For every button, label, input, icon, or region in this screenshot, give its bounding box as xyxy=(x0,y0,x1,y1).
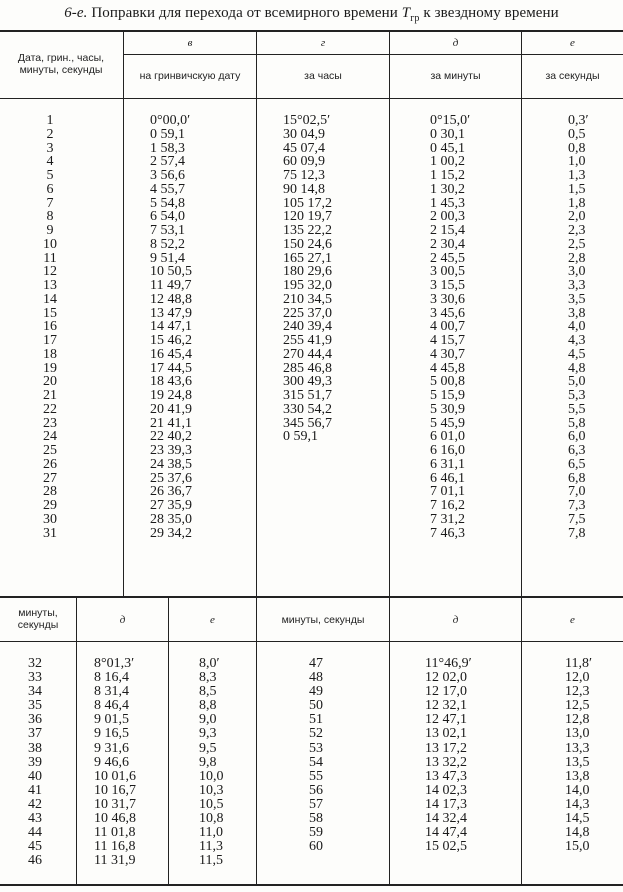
table2-right-min-cell: 52 xyxy=(309,726,323,742)
table1-e-cell: 2,8 xyxy=(568,250,586,266)
table2-left-d-cell: 9 01,5 xyxy=(94,712,129,728)
table1-date-cell: 7 xyxy=(46,195,54,211)
table2-right-d-cell: 13 47,3 xyxy=(425,768,467,784)
table2-right-min-cell: 49 xyxy=(309,684,323,700)
table1-e-cell: 6,0 xyxy=(568,429,586,445)
table1-date-cell: 12 xyxy=(43,264,57,280)
header-letter-g: г xyxy=(320,37,326,49)
table2-vline-3 xyxy=(256,597,257,884)
header-letter-e: е xyxy=(570,37,575,49)
table2-left-min-cell: 37 xyxy=(28,726,42,742)
table1-v-cell: 26 36,7 xyxy=(150,484,192,500)
table2-right-min-cell: 53 xyxy=(309,740,323,756)
table1-header-rule xyxy=(0,98,623,99)
table2-left-e-cell: 11,3 xyxy=(199,839,223,855)
table2-left-d-cell: 8°01,3′ xyxy=(94,656,135,671)
column-right-d xyxy=(425,657,520,854)
table1-d-cell: 1 45,3 xyxy=(430,195,465,211)
table1-date-cell: 31 xyxy=(43,525,57,541)
header-e-right: е xyxy=(570,614,575,626)
table1-date-cell: 2 xyxy=(46,126,54,142)
table1-v-cell: 0 59,1 xyxy=(150,126,185,142)
table1-d-cell: 1 30,2 xyxy=(430,181,465,197)
table1-g-cell: 240 39,4 xyxy=(283,319,332,335)
title-symbol: $T_{гр}$ xyxy=(401,5,420,24)
table2-right-min-cell: 60 xyxy=(309,839,323,855)
table1-g-cell: 60 09,9 xyxy=(283,154,325,170)
table1-g-cell: 165 27,1 xyxy=(283,250,332,266)
table1-v-cell: 19 24,8 xyxy=(150,388,192,403)
table2-left-min-cell: 36 xyxy=(28,712,42,728)
table1-g-cell: 225 37,0 xyxy=(283,305,332,321)
table1-g-cell: 150 24,6 xyxy=(283,236,332,252)
table1-e-cell: 5,3 xyxy=(568,388,586,403)
table1-e-cell: 2,3 xyxy=(568,223,586,238)
table2-header-rule xyxy=(0,641,623,642)
table2-right-e-cell: 12,8 xyxy=(565,712,590,728)
table2-right-e-cell: 14,0 xyxy=(565,782,590,798)
table1-g-cell: 135 22,2 xyxy=(283,223,332,238)
table1-d-cell: 1 15,2 xyxy=(430,168,465,183)
table1-e-cell: 1,3 xyxy=(568,168,586,183)
table1-g-cell: 0 59,1 xyxy=(283,429,318,445)
table1-g-cell: 345 56,7 xyxy=(283,415,332,431)
header-letter-v: в xyxy=(187,37,193,49)
header-min-sec-left: минуты, секунды xyxy=(17,607,59,631)
table1-v-cell: 16 45,4 xyxy=(150,346,192,362)
table1-date-cell: 20 xyxy=(43,374,57,390)
table1-v-cell: 23 39,3 xyxy=(150,443,192,458)
table1-v-cell: 12 48,8 xyxy=(150,291,192,307)
table2-left-e-cell: 9,8 xyxy=(199,754,217,770)
table1-d-cell: 6 46,1 xyxy=(430,470,465,486)
table2-left-d-cell: 8 46,4 xyxy=(94,698,129,714)
table2-left-min-cell: 35 xyxy=(28,698,42,714)
table2-vline-2 xyxy=(168,597,169,884)
table2-right-min-cell: 58 xyxy=(309,811,323,827)
table1-e-cell: 2,5 xyxy=(568,236,586,252)
table1-e-cell: 5,5 xyxy=(568,401,586,417)
table2-right-d-cell: 12 17,0 xyxy=(425,684,467,700)
table1-g-cell: 315 51,7 xyxy=(283,388,332,403)
column-left-minutes xyxy=(15,657,55,868)
table1-date-cell: 23 xyxy=(43,415,57,431)
table2-right-d-cell: 15 02,5 xyxy=(425,839,467,855)
table2-right-e-cell: 13,5 xyxy=(565,754,590,770)
table1-e-cell: 0,8 xyxy=(568,140,586,156)
table2-right-d-cell: 14 02,3 xyxy=(425,782,467,798)
table1-e-cell: 7,0 xyxy=(568,484,586,500)
table2-left-e-cell: 8,5 xyxy=(199,684,217,700)
header-date: Дата, грин., часы, минуты, секунды xyxy=(17,52,105,76)
table1-d-cell: 3 15,5 xyxy=(430,278,465,293)
table1-e-cell: 3,8 xyxy=(568,305,586,321)
table1-e-cell: 7,8 xyxy=(568,525,586,541)
table2-left-d-cell: 11 31,9 xyxy=(94,853,136,869)
table2-left-e-cell: 8,0′ xyxy=(199,656,220,671)
table2-right-d-cell: 14 47,4 xyxy=(425,825,467,841)
table1-date-cell: 14 xyxy=(43,291,57,307)
table2-right-e-cell: 12,3 xyxy=(565,684,590,700)
table1-date-cell: 13 xyxy=(43,278,57,293)
table2-left-min-cell: 32 xyxy=(28,656,42,671)
table1-top-rule xyxy=(0,30,623,32)
header-sub-d: за минуты xyxy=(430,70,481,82)
table2-left-e-cell: 10,0 xyxy=(199,768,224,784)
table1-d-cell: 3 30,6 xyxy=(430,291,465,307)
table1-date-cell: 19 xyxy=(43,360,57,376)
table1-date-cell: 29 xyxy=(43,498,57,513)
table1-v-cell: 6 54,0 xyxy=(150,209,185,225)
table1-date-cell: 21 xyxy=(43,388,57,403)
table2-right-min-cell: 54 xyxy=(309,754,323,770)
table1-d-cell: 1 00,2 xyxy=(430,154,465,170)
table1-v-cell: 4 55,7 xyxy=(150,181,185,197)
table2-right-min-cell: 59 xyxy=(309,825,323,841)
table2-left-d-cell: 9 16,5 xyxy=(94,726,129,742)
table2-left-e-cell: 9,5 xyxy=(199,740,217,756)
table2-left-d-cell: 11 16,8 xyxy=(94,839,136,855)
table1-vline-3 xyxy=(389,30,390,596)
table1-e-cell: 7,5 xyxy=(568,511,586,527)
table2-right-e-cell: 12,5 xyxy=(565,698,590,714)
table1-vline-2 xyxy=(256,30,257,596)
table1-g-cell: 330 54,2 xyxy=(283,401,332,417)
table2-right-e-cell: 14,8 xyxy=(565,825,590,841)
table1-v-cell: 11 49,7 xyxy=(150,278,192,293)
table2-right-d-cell: 13 32,2 xyxy=(425,754,467,770)
table1-e-cell: 0,3′ xyxy=(568,113,589,128)
title-tail: к звездному времени xyxy=(423,5,559,21)
table1-d-cell: 5 15,9 xyxy=(430,388,465,403)
table2-right-d-cell: 12 02,0 xyxy=(425,670,467,686)
table2-left-min-cell: 41 xyxy=(28,782,42,798)
table1-g-cell: 30 04,9 xyxy=(283,126,325,142)
column-g xyxy=(283,114,383,444)
table1-date-cell: 22 xyxy=(43,401,57,417)
table1-d-cell: 7 31,2 xyxy=(430,511,465,527)
table2-left-min-cell: 33 xyxy=(28,670,42,686)
column-left-d xyxy=(94,657,166,868)
table2-left-d-cell: 8 16,4 xyxy=(94,670,129,686)
table1-d-cell: 0°15,0′ xyxy=(430,113,471,128)
table1-e-cell: 3,3 xyxy=(568,278,586,293)
table1-d-cell: 2 45,5 xyxy=(430,250,465,266)
table1-date-cell: 30 xyxy=(43,511,57,527)
column-dates xyxy=(30,114,70,540)
table1-v-cell: 13 47,9 xyxy=(150,305,192,321)
table2-left-e-cell: 10,5 xyxy=(199,796,224,812)
table2-left-min-cell: 45 xyxy=(28,839,42,855)
table1-d-cell: 7 46,3 xyxy=(430,525,465,541)
column-left-e xyxy=(199,657,254,868)
table2-right-min-cell: 50 xyxy=(309,698,323,714)
table1-d-cell: 5 30,9 xyxy=(430,401,465,417)
table1-g-cell: 45 07,4 xyxy=(283,140,325,156)
table1-g-cell: 90 14,8 xyxy=(283,181,325,197)
table1-e-cell: 4,3 xyxy=(568,333,586,348)
table1-e-cell: 5,8 xyxy=(568,415,586,431)
table2-vline-5 xyxy=(521,597,522,884)
table1-date-cell: 15 xyxy=(43,305,57,321)
table2-left-e-cell: 10,3 xyxy=(199,782,224,798)
table1-v-cell: 14 47,1 xyxy=(150,319,192,335)
table1-v-cell: 28 35,0 xyxy=(150,511,192,527)
table2-vline-1 xyxy=(76,597,77,884)
table1-date-cell: 8 xyxy=(46,209,54,225)
table1-d-cell: 4 30,7 xyxy=(430,346,465,362)
table2-left-min-cell: 39 xyxy=(28,754,42,770)
table1-v-cell: 8 52,2 xyxy=(150,236,185,252)
column-right-minutes xyxy=(296,657,336,854)
table2-left-d-cell: 10 16,7 xyxy=(94,782,136,798)
table2-right-min-cell: 57 xyxy=(309,796,323,812)
table2-right-e-cell: 13,3 xyxy=(565,740,590,756)
table1-e-cell: 0,5 xyxy=(568,126,586,142)
header-sub-e: за секунды xyxy=(545,70,600,82)
table1-e-cell: 4,5 xyxy=(568,346,586,362)
table2-vline-4 xyxy=(389,597,390,884)
table1-d-cell: 5 45,9 xyxy=(430,415,465,431)
table1-date-cell: 26 xyxy=(43,456,57,472)
table1-subheader-rule xyxy=(123,54,623,55)
title-text: Поправки для перехода от всемирного времени xyxy=(91,5,398,21)
table1-e-cell: 4,8 xyxy=(568,360,586,376)
table1-date-cell: 6 xyxy=(46,181,54,197)
table2-left-min-cell: 38 xyxy=(28,740,42,756)
table1-d-cell: 6 16,0 xyxy=(430,443,465,458)
table2-right-e-cell: 13,0 xyxy=(565,726,590,742)
table1-date-cell: 11 xyxy=(43,250,57,266)
table2-left-d-cell: 9 31,6 xyxy=(94,740,129,756)
header-min-sec-right: минуты, секунды xyxy=(281,614,365,626)
table2-left-min-cell: 42 xyxy=(28,796,42,812)
table1-e-cell: 6,5 xyxy=(568,456,586,472)
table1-d-cell: 7 01,1 xyxy=(430,484,465,500)
table2-left-e-cell: 8,3 xyxy=(199,670,217,686)
table2-left-e-cell: 11,0 xyxy=(199,825,223,841)
column-d xyxy=(430,114,520,540)
table2-right-d-cell: 13 02,1 xyxy=(425,726,467,742)
table1-v-cell: 9 51,4 xyxy=(150,250,185,266)
table2-left-min-cell: 34 xyxy=(28,684,42,700)
table2-right-d-cell: 12 47,1 xyxy=(425,712,467,728)
table1-date-cell: 28 xyxy=(43,484,57,500)
table1-e-cell: 5,0 xyxy=(568,374,586,390)
table2-left-d-cell: 11 01,8 xyxy=(94,825,136,841)
table-title xyxy=(0,5,623,24)
table1-d-cell: 2 15,4 xyxy=(430,223,465,238)
table1-d-cell: 2 30,4 xyxy=(430,236,465,252)
table1-date-cell: 9 xyxy=(46,223,54,238)
table1-e-cell: 4,0 xyxy=(568,319,586,335)
header-letter-d: д xyxy=(452,37,459,49)
table1-d-cell: 6 31,1 xyxy=(430,456,465,472)
table1-v-cell: 25 37,6 xyxy=(150,470,192,486)
table2-right-e-cell: 13,8 xyxy=(565,768,590,784)
table2-left-e-cell: 9,3 xyxy=(199,726,217,742)
table1-d-cell: 7 16,2 xyxy=(430,498,465,513)
table1-d-cell: 4 00,7 xyxy=(430,319,465,335)
table1-date-cell: 16 xyxy=(43,319,57,335)
table1-e-cell: 1,0 xyxy=(568,154,586,170)
header-sub-v: на гринвичскую дату xyxy=(139,70,241,82)
table-number: 6-е. xyxy=(64,5,88,21)
table2-left-e-cell: 9,0 xyxy=(199,712,217,728)
table1-v-cell: 21 41,1 xyxy=(150,415,192,431)
table2-left-d-cell: 10 01,6 xyxy=(94,768,136,784)
table1-g-cell: 270 44,4 xyxy=(283,346,332,362)
table1-v-cell: 27 35,9 xyxy=(150,498,192,513)
table1-e-cell: 1,5 xyxy=(568,181,586,197)
table2-right-e-cell: 15,0 xyxy=(565,839,590,855)
table1-g-cell: 75 12,3 xyxy=(283,168,325,183)
table1-d-cell: 6 01,0 xyxy=(430,429,465,445)
table1-e-cell: 6,8 xyxy=(568,470,586,486)
table1-e-cell: 3,5 xyxy=(568,291,586,307)
table1-v-cell: 1 58,3 xyxy=(150,140,185,156)
table1-g-cell: 180 29,6 xyxy=(283,264,332,280)
table1-date-cell: 17 xyxy=(43,333,57,348)
table1-date-cell: 3 xyxy=(46,140,54,156)
table2-right-min-cell: 48 xyxy=(309,670,323,686)
table1-v-cell: 2 57,4 xyxy=(150,154,185,170)
table2-right-e-cell: 12,0 xyxy=(565,670,590,686)
table2-right-min-cell: 55 xyxy=(309,768,323,784)
table1-v-cell: 15 46,2 xyxy=(150,333,192,348)
table2-bottom-rule xyxy=(0,884,623,886)
table1-g-cell: 210 34,5 xyxy=(283,291,332,307)
table1-date-cell: 5 xyxy=(46,168,54,183)
table1-date-cell: 18 xyxy=(43,346,57,362)
table2-right-e-cell: 14,3 xyxy=(565,796,590,812)
table1-e-cell: 7,3 xyxy=(568,498,586,513)
table1-d-cell: 2 00,3 xyxy=(430,209,465,225)
table2-right-min-cell: 47 xyxy=(309,656,323,671)
table2-left-min-cell: 43 xyxy=(28,811,42,827)
table1-vline-1 xyxy=(123,30,124,596)
table1-v-cell: 3 56,6 xyxy=(150,168,185,183)
table2-left-e-cell: 11,5 xyxy=(199,853,223,869)
table2-left-e-cell: 10,8 xyxy=(199,811,224,827)
header-d-left: д xyxy=(119,614,126,626)
table1-g-cell: 285 46,8 xyxy=(283,360,332,376)
table1-v-cell: 20 41,9 xyxy=(150,401,192,417)
table2-top-rule xyxy=(0,597,623,598)
table1-v-cell: 24 38,5 xyxy=(150,456,192,472)
table1-vline-4 xyxy=(521,30,522,596)
table1-d-cell: 4 45,8 xyxy=(430,360,465,376)
table1-g-cell: 300 49,3 xyxy=(283,374,332,390)
table1-date-cell: 10 xyxy=(43,236,57,252)
table2-right-d-cell: 13 17,2 xyxy=(425,740,467,756)
table1-g-cell: 105 17,2 xyxy=(283,195,332,211)
table1-v-cell: 10 50,5 xyxy=(150,264,192,280)
table1-v-cell: 29 34,2 xyxy=(150,525,192,541)
table1-v-cell: 0°00,0′ xyxy=(150,113,191,128)
table2-right-e-cell: 14,5 xyxy=(565,811,590,827)
table1-g-cell: 195 32,0 xyxy=(283,278,332,293)
table1-d-cell: 4 15,7 xyxy=(430,333,465,348)
table2-left-e-cell: 8,8 xyxy=(199,698,217,714)
table1-date-cell: 1 xyxy=(46,113,54,128)
table1-g-cell: 15°02,5′ xyxy=(283,113,331,128)
table1-v-cell: 5 54,8 xyxy=(150,195,185,211)
table1-date-cell: 27 xyxy=(43,470,57,486)
table2-left-d-cell: 8 31,4 xyxy=(94,684,129,700)
table2-right-d-cell: 14 17,3 xyxy=(425,796,467,812)
table1-d-cell: 3 00,5 xyxy=(430,264,465,280)
table2-left-min-cell: 44 xyxy=(28,825,42,841)
table1-g-cell: 255 41,9 xyxy=(283,333,332,348)
table1-v-cell: 17 44,5 xyxy=(150,360,192,376)
table1-date-cell: 4 xyxy=(46,154,54,170)
table1-d-cell: 0 45,1 xyxy=(430,140,465,156)
table1-v-cell: 18 43,6 xyxy=(150,374,192,390)
table1-v-cell: 7 53,1 xyxy=(150,223,185,238)
column-e xyxy=(568,114,618,540)
header-sub-g: за часы xyxy=(304,70,342,82)
table2-right-d-cell: 14 32,4 xyxy=(425,811,467,827)
table1-date-cell: 24 xyxy=(43,429,57,445)
table1-e-cell: 2,0 xyxy=(568,209,586,225)
table1-d-cell: 5 00,8 xyxy=(430,374,465,390)
table2-left-d-cell: 10 31,7 xyxy=(94,796,136,812)
table2-left-min-cell: 46 xyxy=(28,853,42,869)
table2-right-d-cell: 12 32,1 xyxy=(425,698,467,714)
column-right-e xyxy=(565,657,620,854)
table1-e-cell: 6,3 xyxy=(568,443,586,458)
table1-g-cell: 120 19,7 xyxy=(283,209,332,225)
table1-e-cell: 1,8 xyxy=(568,195,586,211)
table1-d-cell: 0 30,1 xyxy=(430,126,465,142)
table1-v-cell: 22 40,2 xyxy=(150,429,192,445)
table2-right-min-cell: 51 xyxy=(309,712,323,728)
table2-right-min-cell: 56 xyxy=(309,782,323,798)
table2-left-min-cell: 40 xyxy=(28,768,42,784)
table2-left-d-cell: 9 46,6 xyxy=(94,754,129,770)
table2-left-d-cell: 10 46,8 xyxy=(94,811,136,827)
header-d-right: д xyxy=(452,614,459,626)
table1-d-cell: 3 45,6 xyxy=(430,305,465,321)
table2-right-d-cell: 11°46,9′ xyxy=(425,656,472,671)
table2-right-e-cell: 11,8′ xyxy=(565,656,593,671)
table1-e-cell: 3,0 xyxy=(568,264,586,280)
header-e-left: е xyxy=(210,614,215,626)
table1-date-cell: 25 xyxy=(43,443,57,458)
column-v xyxy=(150,114,250,540)
